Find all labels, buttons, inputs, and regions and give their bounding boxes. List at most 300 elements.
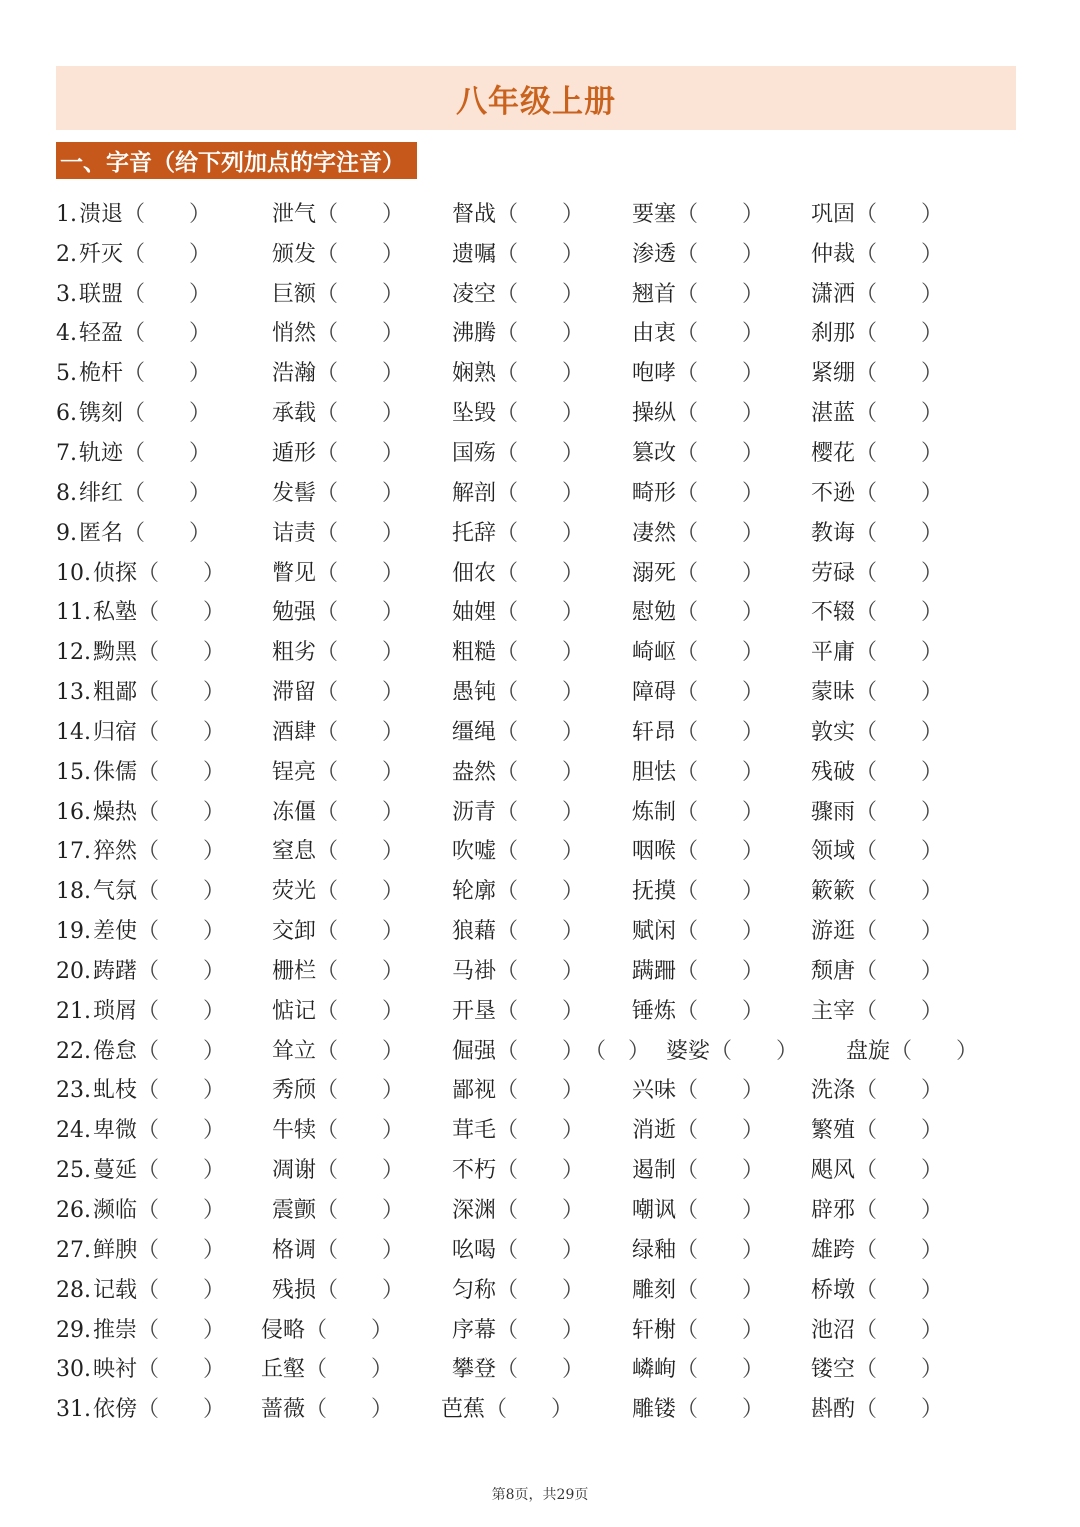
answer-blank[interactable]: （ ） [855,1357,944,1383]
word-text: 卑微 [93,1118,138,1144]
answer-blank[interactable]: （ ） [855,839,944,865]
word-item [261,1311,393,1351]
answer-blank[interactable]: （ ） [496,958,585,984]
answer-blank[interactable]: （ ） [316,401,405,427]
answer-blank[interactable]: （ ） [855,919,944,945]
word-text: 格调 [272,1237,317,1263]
answer-blank[interactable]: （ ） [137,839,226,865]
word-item [811,952,943,992]
word-item [56,1151,225,1191]
answer-blank[interactable]: （ ） [855,680,944,706]
word-item [811,1191,943,1231]
word-text: 锤炼 [632,998,677,1024]
word-text: 虬枝 [93,1078,138,1104]
word-item [272,1231,404,1271]
answer-blank[interactable]: （ ） [316,799,405,825]
answer-blank[interactable]: （ ） [676,361,765,387]
word-text: 侦探 [93,560,138,586]
word-text: 侵略 [261,1317,306,1343]
item-number: 5. [56,361,77,387]
answer-blank[interactable]: （ ） [316,520,405,546]
answer-blank[interactable]: （ ） [316,201,405,227]
word-item [811,315,943,355]
answer-blank[interactable]: （ ） [137,600,226,626]
answer-blank[interactable]: （ ） [676,321,765,347]
answer-blank[interactable]: （ ） [316,1237,405,1263]
word-text: 攀登 [452,1357,497,1383]
word-item [452,474,584,514]
answer-blank[interactable]: （ ） [496,1118,585,1144]
page-footer: 第8页，共29页 [491,1487,589,1503]
word-item [452,1111,584,1151]
answer-blank[interactable]: （ ） [123,401,212,427]
word-item [811,474,943,514]
answer-blank[interactable]: （ ） [676,839,765,865]
exercise-row [56,1151,1016,1191]
answer-blank[interactable]: （ ） [496,281,585,307]
word-text: 嶙峋 [632,1357,677,1383]
word-text: 鄙视 [452,1078,497,1104]
answer-blank[interactable]: （ ） [676,401,765,427]
answer-blank[interactable]: （ ） [496,1198,585,1224]
answer-blank[interactable]: （ ） [855,480,944,506]
word-item [452,912,584,952]
answer-blank[interactable]: （ ） [316,560,405,586]
answer-blank[interactable]: （ ） [496,998,585,1024]
answer-blank[interactable]: （ ） [123,281,212,307]
word-item [452,1191,584,1231]
answer-blank[interactable]: （ ） [855,281,944,307]
answer-blank[interactable]: （ ） [676,1277,765,1303]
answer-blank[interactable]: （ ） [137,799,226,825]
word-text: 池沼 [811,1317,856,1343]
word-item [452,354,584,394]
answer-blank[interactable]: （ ） [676,440,765,466]
item-number: 9. [56,520,77,546]
answer-blank[interactable]: （ ） [676,520,765,546]
word-item [452,992,584,1032]
answer-blank[interactable]: （ ） [137,1277,226,1303]
word-text: 佃农 [452,560,497,586]
word-item [811,673,943,713]
word-item [632,315,764,355]
answer-blank[interactable]: （ ） [316,440,405,466]
answer-blank[interactable]: （ ） [316,361,405,387]
answer-blank[interactable]: （ ） [496,1158,585,1184]
item-number: 14. [56,719,91,745]
word-text: 残破 [811,759,856,785]
exercise-row [56,195,1016,235]
answer-blank[interactable]: （ ） [676,480,765,506]
answer-blank[interactable]: （ ） [316,1078,405,1104]
word-text: 轮廓 [452,879,497,905]
answer-blank[interactable]: （ ） [855,640,944,666]
answer-blank[interactable]: （ ） [496,1078,585,1104]
word-item [272,793,404,833]
answer-blank[interactable]: （ ） [676,1397,765,1423]
answer-blank[interactable]: （ ） [137,879,226,905]
answer-blank[interactable]: （ ） [496,680,585,706]
word-item [811,1231,943,1271]
answer-blank[interactable]: （ ） [584,1038,651,1064]
word-item [272,1191,404,1231]
answer-blank[interactable]: （ ） [496,600,585,626]
word-item [632,1271,764,1311]
word-item [632,1231,764,1271]
word-item [452,1072,584,1112]
answer-blank[interactable]: （ ） [855,401,944,427]
answer-blank[interactable]: （ ） [496,1038,585,1064]
answer-blank[interactable]: （ ） [676,799,765,825]
answer-blank[interactable]: （ ） [496,1317,585,1343]
word-text: 黝黑 [93,640,138,666]
answer-blank[interactable]: （ ） [137,640,226,666]
word-text: 遁形 [272,440,317,466]
word-item [56,1111,225,1151]
answer-blank[interactable]: （ ） [123,520,212,546]
answer-blank[interactable]: （ ） [855,759,944,785]
answer-blank[interactable]: （ ） [855,361,944,387]
exercise-row [56,912,1016,952]
word-text: 平庸 [811,640,856,666]
word-text: 不辍 [811,600,856,626]
answer-blank[interactable]: （ ） [496,919,585,945]
word-text: 悄然 [272,321,317,347]
answer-blank[interactable]: （ ） [137,1357,226,1383]
answer-blank[interactable]: （ ） [676,640,765,666]
word-item [56,514,211,554]
answer-blank[interactable]: （ ） [316,1118,405,1144]
answer-blank[interactable]: （ ） [137,560,226,586]
word-item [632,514,764,554]
page-title: 八年级上册 [456,83,616,120]
answer-blank[interactable]: （ ） [316,321,405,347]
answer-blank[interactable]: （ ） [676,1357,765,1383]
answer-blank[interactable]: （ ） [137,1078,226,1104]
answer-blank[interactable]: （ ） [137,1158,226,1184]
answer-blank[interactable]: （ ） [496,799,585,825]
answer-blank[interactable]: （ ） [676,719,765,745]
answer-blank[interactable]: （ ） [855,1277,944,1303]
answer-blank[interactable]: （ ） [496,719,585,745]
word-text: 丘壑 [261,1357,306,1383]
word-text: 兴味 [632,1078,677,1104]
answer-blank[interactable]: （ ） [137,1038,226,1064]
answer-blank[interactable]: （ ） [305,1357,394,1383]
word-item [452,793,584,833]
answer-blank[interactable]: （ ） [676,560,765,586]
item-number: 16. [56,799,91,825]
word-item [272,1032,404,1072]
answer-blank[interactable]: （ ） [123,201,212,227]
word-item [272,275,404,315]
word-item [632,633,764,673]
answer-blank[interactable]: （ ） [485,1397,574,1423]
exercise-row [56,1111,1016,1151]
item-number: 24. [56,1118,91,1144]
answer-blank[interactable]: （ ） [316,480,405,506]
answer-blank[interactable]: （ ） [305,1397,394,1423]
word-text: 骤雨 [811,799,856,825]
word-item [632,912,764,952]
answer-blank[interactable]: （ ） [676,759,765,785]
word-item [632,793,764,833]
answer-blank[interactable]: （ ） [123,361,212,387]
word-item [272,514,404,554]
title-band [56,66,1016,130]
answer-blank[interactable]: （ ） [496,321,585,347]
exercise-row [56,514,1016,554]
word-text: 篡改 [632,440,677,466]
answer-blank[interactable]: （ ） [123,321,212,347]
answer-blank[interactable]: （ ） [676,1158,765,1184]
word-text: 窒息 [272,839,317,865]
answer-blank[interactable]: （ ） [137,1397,226,1423]
exercise-row [56,354,1016,394]
answer-blank[interactable]: （ ） [316,839,405,865]
word-text: 诘责 [272,520,317,546]
answer-blank[interactable]: （ ） [496,1237,585,1263]
answer-blank[interactable]: （ ） [855,1397,944,1423]
word-text: 粗劣 [272,640,317,666]
answer-blank[interactable]: （ ） [496,201,585,227]
answer-blank[interactable]: （ ） [676,1118,765,1144]
word-item [811,434,943,474]
answer-blank[interactable]: （ ） [137,719,226,745]
word-text: 婆娑 [666,1038,711,1064]
word-text: 浩瀚 [272,361,317,387]
answer-blank[interactable]: （ ） [676,241,765,267]
answer-blank[interactable]: （ ） [316,600,405,626]
item-number: 6. [56,401,77,427]
answer-blank[interactable]: （ ） [676,1237,765,1263]
word-text: 绯红 [79,480,124,506]
word-text: 翘首 [632,281,677,307]
word-item [452,315,584,355]
word-item [272,753,404,793]
exercise-row [56,315,1016,355]
word-item [452,713,584,753]
word-item [632,275,764,315]
answer-blank[interactable]: （ ） [496,440,585,466]
answer-blank[interactable]: （ ） [855,719,944,745]
word-text: 倔强 [452,1038,497,1064]
answer-blank[interactable]: （ ） [316,879,405,905]
word-text: 盎然 [452,759,497,785]
word-item [56,673,225,713]
answer-blank[interactable]: （ ） [137,1317,226,1343]
word-text: 劳碌 [811,560,856,586]
word-item [452,833,584,873]
answer-blank[interactable]: （ ） [316,241,405,267]
answer-blank[interactable]: （ ） [855,1118,944,1144]
answer-blank[interactable]: （ ） [855,1237,944,1263]
word-item [272,1072,404,1112]
exercise-row [56,1271,1016,1311]
word-text: 主宰 [811,998,856,1024]
word-item [56,1271,225,1311]
word-item [452,1271,584,1311]
word-text: 巩固 [811,201,856,227]
word-text: 潇洒 [811,281,856,307]
answer-blank[interactable]: （ ） [855,1078,944,1104]
word-text: 私塾 [93,600,138,626]
answer-blank[interactable]: （ ） [855,879,944,905]
word-text: 领域 [811,839,856,865]
answer-blank[interactable]: （ ） [316,759,405,785]
answer-blank[interactable]: （ ） [855,560,944,586]
answer-blank[interactable]: （ ） [496,560,585,586]
answer-blank[interactable]: （ ） [855,799,944,825]
word-item [846,1032,978,1072]
answer-blank[interactable]: （ ） [855,958,944,984]
word-text: 盘旋 [846,1038,891,1064]
word-text: 蒙昧 [811,680,856,706]
word-item [811,275,943,315]
word-item [632,1151,764,1191]
word-text: 消逝 [632,1118,677,1144]
answer-blank[interactable]: （ ） [855,520,944,546]
word-item [272,1271,404,1311]
answer-blank[interactable]: （ ） [496,401,585,427]
answer-blank[interactable]: （ ） [496,361,585,387]
word-item [811,1350,943,1390]
answer-blank[interactable]: （ ） [496,1277,585,1303]
answer-blank[interactable]: （ ） [496,1357,585,1383]
answer-blank[interactable]: （ ） [855,241,944,267]
word-text: 蹒跚 [632,958,677,984]
answer-blank[interactable]: （ ） [137,1118,226,1144]
answer-blank[interactable]: （ ） [123,241,212,267]
exercise-row [56,474,1016,514]
exercise-row [56,833,1016,873]
answer-blank[interactable]: （ ） [316,919,405,945]
answer-blank[interactable]: （ ） [137,759,226,785]
word-text: 猝然 [93,839,138,865]
answer-blank[interactable]: （ ） [676,680,765,706]
answer-blank[interactable]: （ ） [137,919,226,945]
word-text: 坠毁 [452,401,497,427]
answer-blank[interactable]: （ ） [676,1317,765,1343]
answer-blank[interactable]: （ ） [676,600,765,626]
answer-blank[interactable]: （ ） [316,958,405,984]
answer-blank[interactable]: （ ） [710,1038,799,1064]
word-text: 吆喝 [452,1237,497,1263]
word-text: 侏儒 [93,759,138,785]
answer-blank[interactable]: （ ） [855,321,944,347]
word-text: 雕刻 [632,1277,677,1303]
answer-blank[interactable]: （ ） [496,879,585,905]
answer-blank[interactable]: （ ） [305,1317,394,1343]
answer-blank[interactable]: （ ） [316,281,405,307]
word-item [56,833,225,873]
answer-blank[interactable]: （ ） [316,680,405,706]
word-item [452,235,584,275]
word-text: 燥热 [93,799,138,825]
answer-blank[interactable]: （ ） [316,640,405,666]
word-text: 飓风 [811,1158,856,1184]
word-text: 桥墩 [811,1277,856,1303]
answer-blank[interactable]: （ ） [855,201,944,227]
answer-blank[interactable]: （ ） [316,1277,405,1303]
answer-blank[interactable]: （ ） [855,1198,944,1224]
word-item [632,713,764,753]
word-item [811,235,943,275]
word-text: 深渊 [452,1198,497,1224]
word-text: 妯娌 [452,600,497,626]
word-text: 雕镂 [632,1397,677,1423]
answer-blank[interactable]: （ ） [316,719,405,745]
item-number: 30. [56,1357,91,1383]
answer-blank[interactable]: （ ） [137,958,226,984]
answer-blank[interactable]: （ ） [137,680,226,706]
answer-blank[interactable]: （ ） [855,1158,944,1184]
item-number: 1. [56,201,77,227]
answer-blank[interactable]: （ ） [676,201,765,227]
word-item [272,394,404,434]
word-text: 倦怠 [93,1038,138,1064]
exercise-row [56,1231,1016,1271]
answer-blank[interactable]: （ ） [676,958,765,984]
word-item [811,713,943,753]
answer-blank[interactable]: （ ） [137,998,226,1024]
answer-blank[interactable]: （ ） [890,1038,979,1064]
item-number: 23. [56,1078,91,1104]
answer-blank[interactable]: （ ） [496,241,585,267]
answer-blank[interactable]: （ ） [123,480,212,506]
answer-blank[interactable]: （ ） [496,759,585,785]
word-item [272,195,404,235]
answer-blank[interactable]: （ ） [123,440,212,466]
answer-blank[interactable]: （ ） [496,480,585,506]
answer-blank[interactable]: （ ） [137,1198,226,1224]
word-text: 咽喉 [632,839,677,865]
word-item [452,394,584,434]
item-number: 3. [56,281,77,307]
word-text: 嘲讽 [632,1198,677,1224]
answer-blank[interactable]: （ ） [316,1158,405,1184]
word-item [632,1111,764,1151]
word-text: 娴熟 [452,361,497,387]
answer-blank[interactable]: （ ） [316,1038,405,1064]
answer-blank[interactable]: （ ） [676,919,765,945]
answer-blank[interactable]: （ ） [855,440,944,466]
answer-blank[interactable]: （ ） [855,1317,944,1343]
answer-blank[interactable]: （ ） [316,998,405,1024]
word-item [56,394,211,434]
word-item [632,1390,764,1430]
answer-blank[interactable]: （ ） [316,1198,405,1224]
answer-blank[interactable]: （ ） [496,640,585,666]
word-item [56,1191,225,1231]
answer-blank[interactable]: （ ） [855,998,944,1024]
answer-blank[interactable]: （ ） [676,1078,765,1104]
item-number: 8. [56,480,77,506]
answer-blank[interactable]: （ ） [676,281,765,307]
word-text: 泄气 [272,201,317,227]
word-item [272,872,404,912]
answer-blank[interactable]: （ ） [676,1198,765,1224]
answer-blank[interactable]: （ ） [496,839,585,865]
word-text: 镌刻 [79,401,124,427]
word-item [632,354,764,394]
answer-blank[interactable]: （ ） [137,1237,226,1263]
answer-blank[interactable]: （ ） [676,879,765,905]
answer-blank[interactable]: （ ） [855,600,944,626]
answer-blank[interactable]: （ ） [496,520,585,546]
answer-blank[interactable]: （ ） [676,998,765,1024]
exercise-row [56,1311,1016,1351]
